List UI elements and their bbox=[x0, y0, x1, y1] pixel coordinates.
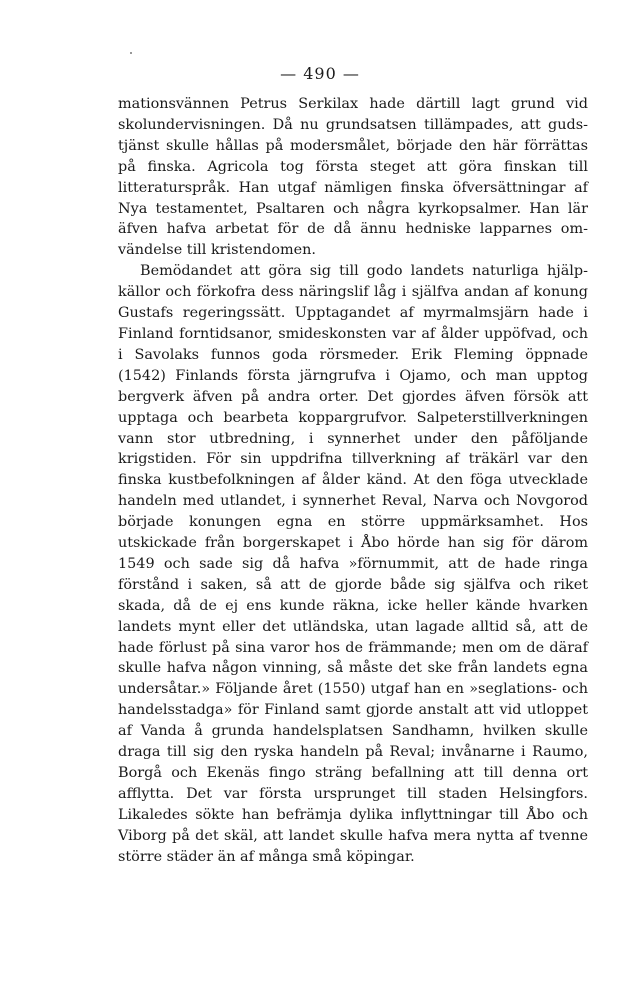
body-text bbox=[118, 94, 588, 868]
paragraph-gustaf-economy: Bemödandet att göra sig till godo landets naturliga hjälpkällor och förkofra dess näringslif låg i själfva andan af konung Gustafs regeringssätt. Upptagandet af myrmalmsjärn hade i Finland forntidsanor, smideskonsten var af ålder uppöfvad, och i Savolaks funnos goda rörsmeder. Erik Fleming öppnade (1542) Finlands första järngrufva i Ojamo, och man upptog bergverk äfven på andra orter. Det gjordes äfven försök att upptaga och bearbeta koppargrufvor. Salpeterstillverkningen vann stor utbredning, i synnerhet under den påföljande krigstiden. För sin uppdrifna tillverkning af träkärl var den finska kustbefolkningen af ålder känd. At den föga utvecklade handeln med utlandet, i synnerhet Reval, Narva och Novgorod började konungen egna en större uppmärksamhet. Hos utskickade från borgerskapet i Åbo hörde han sig för därom 1549 och sade sig då hafva »förnummit, att de hade ringa förstånd i saken, så att de gjorde både sig själfva och riket skada, då de ej ens kunde räkna, icke heller kände hvarken landets mynt eller det utländska, utan lagade alltid så, att de hade förlust på sina varor hos de främmande; men om de däraf skulle hafva någon vinning, så måste det ske från landets egna undersåtar.» Följande året (1550) utgaf han en »seglations- och handelsstadga» för Finland samt gjorde anstalt att vid utloppet af Vanda å grunda handelsplatsen Sandhamn, hvilken skulle draga till sig den ryska handeln på Reval; invånarne i Raumo, Borgå och Ekenäs fingo sträng befallning att till denna ort afflytta. Det var första ursprunget till staden Helsingfors. Likaledes sökte han befrämja dylika inflyttningar till Åbo och Viborg på det skäl, att landet skulle hafva mera nytta af tvenne större städer än af många små köpingar. bbox=[118, 263, 588, 865]
paragraph-agricola: mationsvännen Petrus Serkilax hade därtill lagt grund vid skolundervisningen. Då nu grundsatsen tillämpades, att gudstjänst skulle hållas på modersmålet, började den här förrättas på finska. Agricola tog första steget att göra finskan till litteraturspråk. Han utgaf nämligen finska öfversättningar af Nya testamentet, Psaltaren och några kyrkopsalmer. Han lär äfven hafva arbetat för de då ännu hedniske lapparnes omvändelse till kristendomen. bbox=[118, 96, 588, 259]
print-speck bbox=[130, 52, 132, 54]
page-number: — 490 — bbox=[280, 64, 360, 83]
